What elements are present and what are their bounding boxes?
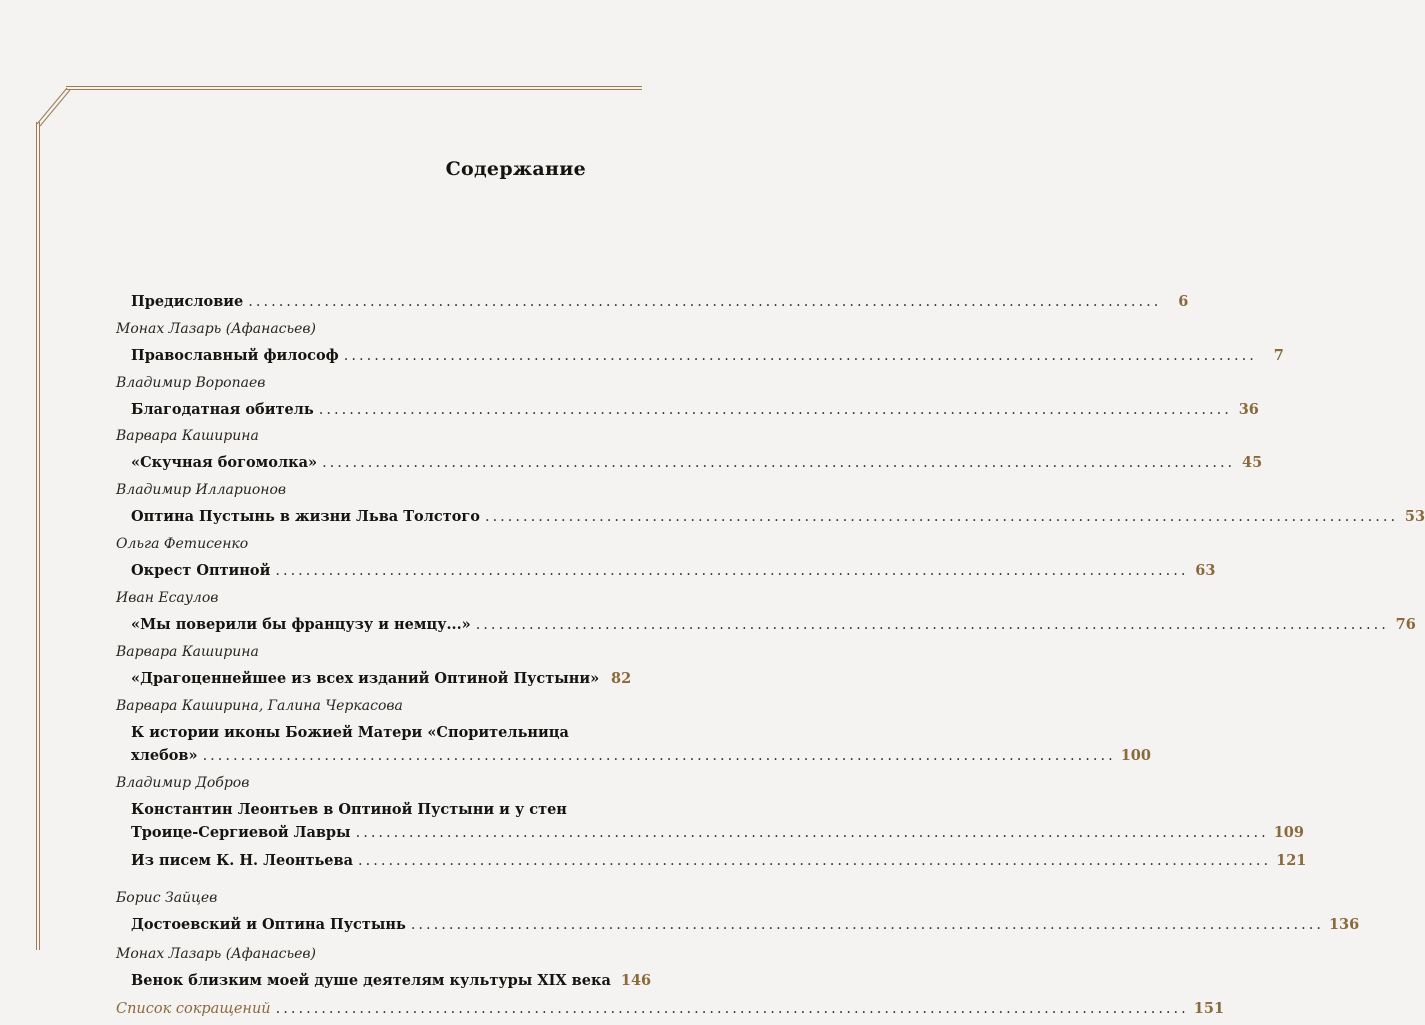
- toc-entry: [116, 479, 1425, 529]
- dot-leader: ........................................................................................................................: [202, 748, 1116, 764]
- toc-title: Оптина Пустынь в жизни Льва Толстого: [131, 508, 480, 525]
- toc-entry: [116, 425, 1263, 475]
- toc-line[interactable]: [120, 744, 1151, 768]
- toc-line[interactable]: [120, 451, 1263, 475]
- toc-page-number: 63: [1195, 562, 1216, 579]
- toc-page-number: 53: [1404, 508, 1425, 525]
- toc-entry: [116, 772, 1304, 845]
- toc-page-number: 7: [1273, 347, 1284, 364]
- toc-line[interactable]: [120, 969, 652, 993]
- toc-title: Достоевский и Оптина Пустынь: [131, 916, 406, 933]
- toc-title: Окрест Оптиной: [131, 562, 271, 579]
- toc-title: Троице-Сергиевой Лавры: [131, 824, 351, 841]
- toc-title-line: Константин Леонтьев в Оптиной Пустыни и у стен: [131, 801, 567, 818]
- toc-line[interactable]: [120, 849, 1307, 873]
- toc-author: Ольга Фетисенко: [116, 536, 249, 552]
- toc-title: «Мы поверили бы французу и немцу...»: [131, 616, 471, 633]
- toc-page-number: 6: [1178, 293, 1189, 310]
- toc-title: Предисловие: [131, 293, 244, 310]
- toc-author: Владимир Воропаев: [116, 375, 266, 391]
- toc-line[interactable]: [120, 398, 1259, 422]
- toc-page-number: 136: [1328, 916, 1360, 933]
- dot-leader: ........................................................................................................................: [358, 853, 1272, 869]
- toc-title: Православный философ: [131, 347, 339, 364]
- toc-author: Варвара Каширина, Галина Черкасова: [116, 698, 403, 714]
- toc-line[interactable]: [120, 344, 1284, 368]
- dot-leader: ........................................................................................................................: [355, 825, 1269, 841]
- toc-entry: [120, 849, 1307, 873]
- dot-leader: ........................................................................................................................: [410, 917, 1324, 933]
- toc-entry: [120, 290, 1189, 314]
- frame-corner-ornament: [32, 82, 72, 128]
- dot-leader: ........................................................................................................................: [484, 509, 1399, 525]
- toc-author: Варвара Каширина: [116, 644, 259, 660]
- toc-entry: [116, 997, 1225, 1021]
- page-title: Содержание: [445, 158, 586, 180]
- toc-page-number: 121: [1276, 852, 1307, 869]
- dot-leader: ........................................................................................................................: [275, 563, 1189, 579]
- table-of-contents: [116, 290, 1425, 1025]
- toc-page-number: 82: [611, 670, 632, 687]
- dot-leader: ........................................................................................................................: [275, 1001, 1189, 1017]
- dot-leader: ........................................................................................................................: [322, 455, 1236, 471]
- toc-entry: [116, 887, 1360, 937]
- toc-page-number: 45: [1241, 454, 1263, 471]
- toc-entry: [116, 943, 652, 993]
- dot-leader: ........................................................................................................................: [318, 402, 1232, 418]
- dot-leader: ........................................................................................................................: [343, 348, 1257, 364]
- frame-horizontal-rule: [66, 86, 642, 90]
- toc-page-number: 151: [1193, 1000, 1225, 1017]
- toc-line[interactable]: [120, 913, 1360, 937]
- dot-leader: ........................................................................................................................: [475, 617, 1389, 633]
- toc-entry: [116, 372, 1259, 422]
- toc-author: Монах Лазарь (Афанасьев): [116, 946, 317, 962]
- toc-author: Варвара Каширина: [116, 428, 259, 444]
- toc-page-number: 109: [1273, 824, 1304, 841]
- toc-author: Иван Есаулов: [116, 590, 219, 606]
- toc-page-number: 36: [1238, 401, 1259, 418]
- frame-vertical-rule: [36, 122, 40, 950]
- toc-title-line: К истории иконы Божией Матери «Спорительница: [131, 724, 569, 741]
- toc-page-number: 146: [620, 972, 652, 989]
- toc-line[interactable]: [116, 997, 1225, 1021]
- toc-page-number: 76: [1395, 616, 1416, 633]
- toc-title: Благодатная обитель: [131, 401, 314, 418]
- toc-author: Владимир Илларионов: [116, 482, 287, 498]
- toc-entry: [116, 587, 1416, 637]
- toc-entry: [116, 533, 1216, 583]
- toc-entry: [116, 318, 1284, 368]
- toc-line[interactable]: [120, 613, 1416, 637]
- toc-title: хлебов»: [131, 747, 198, 764]
- toc-line[interactable]: [120, 821, 1304, 845]
- toc-title: «Скучная богомолка»: [131, 454, 318, 471]
- toc-author: Владимир Добров: [116, 775, 250, 791]
- toc-line[interactable]: [120, 290, 1189, 314]
- toc-title: «Драгоценнейшее из всех изданий Оптиной Пустыни»: [131, 670, 600, 687]
- toc-entry: [116, 695, 1151, 768]
- toc-line[interactable]: [120, 559, 1216, 583]
- toc-line[interactable]: [120, 667, 632, 691]
- toc-author: Монах Лазарь (Афанасьев): [116, 321, 317, 337]
- toc-title: Венок близким моей душе деятелям культуры XIX века: [131, 972, 611, 989]
- toc-title: Из писем К. Н. Леонтьева: [131, 852, 354, 869]
- toc-page-number: 100: [1120, 747, 1151, 764]
- toc-entry: [116, 641, 632, 691]
- toc-line[interactable]: [120, 505, 1425, 529]
- toc-author: Борис Зайцев: [116, 890, 218, 906]
- toc-title: Список сокращений: [116, 1001, 271, 1017]
- dot-leader: ........................................................................................................................: [248, 294, 1162, 310]
